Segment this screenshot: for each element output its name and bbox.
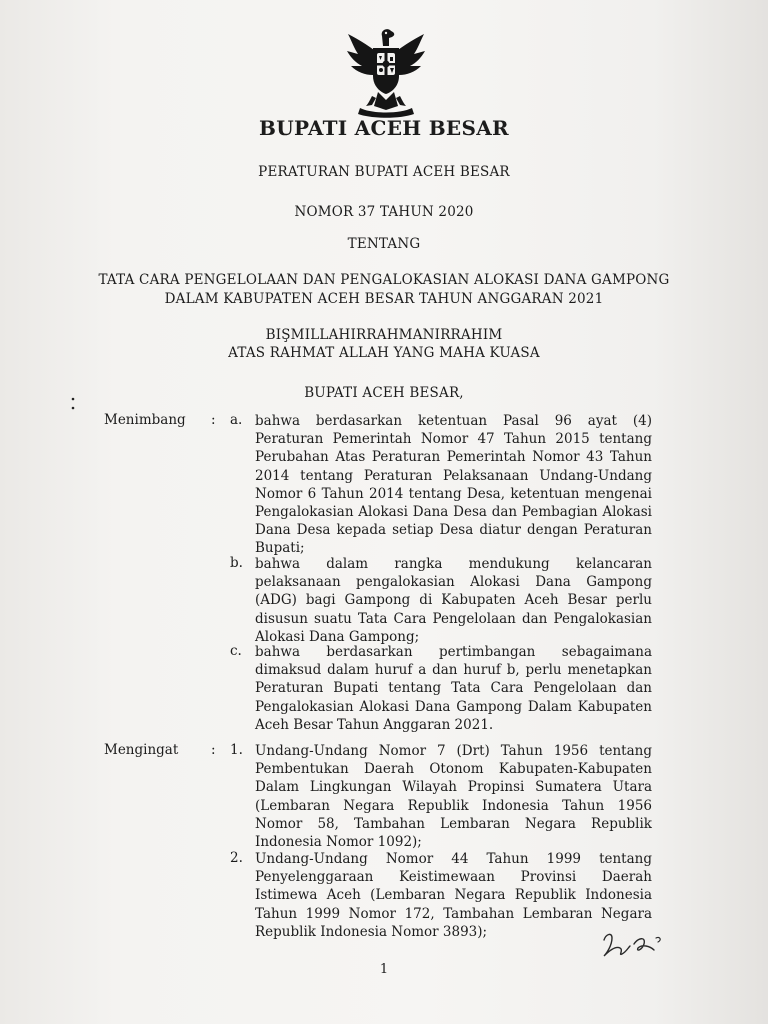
document-title: BUPATI ACEH BESAR bbox=[259, 116, 509, 140]
mengingat-item-2-marker: 2. bbox=[230, 850, 243, 866]
bismillah-line: BIŞMILLAHIRRAHMANIRRAHIM bbox=[265, 327, 503, 343]
page-number: 1 bbox=[379, 962, 389, 977]
topic-line-1: TATA CARA PENGELOLAAN DAN PENGALOKASIAN ALOKASI DANA GAMPONG bbox=[98, 272, 670, 288]
menimbang-item-a-text: bahwa berdasarkan ketentuan Pasal 96 ayat (4) Peraturan Pemerintah Nomor 47 Tahun 2015 tentang Perubahan Atas Peraturan Pemerintah Nomor 43 Tahun 2014 tentang Peraturan Pelaksanaan Undang-Undang Nomor 6 Tahun 2014 tentang Desa, ketentuan mengenai Pengalokasian Alokasi Dana Desa dan Pembagian Alokasi Dana Desa kepada setiap Desa diatur dengan Peraturan Bupati; bbox=[255, 413, 652, 557]
mengingat-item-1-marker: 1. bbox=[230, 742, 243, 758]
mengingat-label: Mengingat bbox=[104, 742, 179, 758]
mengingat-item-2-text: Undang-Undang Nomor 44 Tahun 1999 tentang Penyelenggaraan Keistimewaan Provinsi Daerah Istimewa Aceh (Lembaran Negara Republik Indonesia Tahun 1999 Nomor 172, Tambahan Lembaran Negara Republik Indonesia Nomor 3893); bbox=[255, 851, 652, 940]
initials-signature-icon bbox=[598, 926, 668, 966]
menimbang-colon: : bbox=[211, 412, 216, 428]
menimbang-item-c-marker: c. bbox=[230, 643, 242, 659]
margin-marks bbox=[70, 396, 76, 412]
regulation-number: NOMOR 37 TAHUN 2020 bbox=[294, 204, 474, 220]
regent-heading: BUPATI ACEH BESAR, bbox=[304, 385, 464, 401]
topic-line-2: DALAM KABUPATEN ACEH BESAR TAHUN ANGGARAN 2021 bbox=[164, 291, 604, 307]
regulation-type: PERATURAN BUPATI ACEH BESAR bbox=[258, 164, 510, 180]
about-heading: TENTANG bbox=[347, 236, 421, 252]
menimbang-item-c-text: bahwa berdasarkan pertimbangan sebagaimana dimaksud dalam huruf a dan huruf b, perlu menetapkan Peraturan Bupati tentang Tata Cara Pengelolaan dan Pengalokasian Alokasi Dana Gampong Dalam Kabupaten Aceh Besar Tahun Anggaran 2021. bbox=[255, 644, 652, 733]
mengingat-item-1-text: Undang-Undang Nomor 7 (Drt) Tahun 1956 tentang Pembentukan Daerah Otonom Kabupaten-Kabupaten Dalam Lingkungan Wilayah Propinsi Sumatera Utara (Lembaran Negara Republik Indonesia Tahun 1956 Nomor 58, Tambahan Lembaran Negara Republik Indonesia Nomor 1092); bbox=[255, 743, 652, 851]
menimbang-label: Menimbang bbox=[104, 412, 186, 428]
menimbang-item-a-marker: a. bbox=[230, 412, 243, 428]
menimbang-item-b-marker: b. bbox=[230, 555, 243, 571]
menimbang-item-b-text: bahwa dalam rangka mendukung kelancaran pelaksanaan pengalokasian Alokasi Dana Gampong (ADG) bagi Gampong di Kabupaten Aceh Besar perlu disusun suatu Tata Cara Pengelolaan dan Pengalokasian Alokasi Dana Gampong; bbox=[255, 556, 652, 645]
mengingat-colon: : bbox=[211, 742, 216, 758]
garuda-emblem-icon bbox=[342, 26, 430, 118]
blessing-line: ATAS RAHMAT ALLAH YANG MAHA KUASA bbox=[228, 345, 540, 361]
